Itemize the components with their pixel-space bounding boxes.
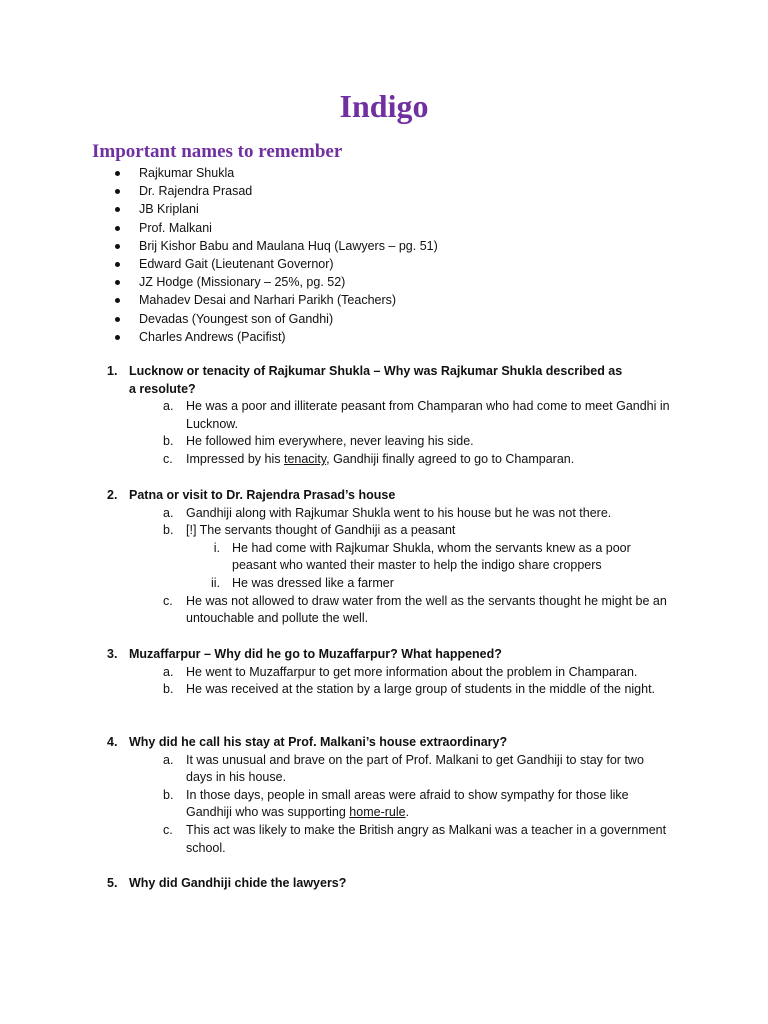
answer-letter: c. <box>163 593 173 608</box>
list-item: Edward Gait (Lieutenant Governor) <box>0 255 438 273</box>
answer-item <box>0 522 768 540</box>
list-item: Brij Kishor Babu and Maulana Huq (Lawyers – pg. 51) <box>0 237 438 255</box>
question-number: 2. <box>107 488 118 502</box>
answer-text-post: , Gandhiji finally agreed to go to Champaran. <box>326 451 575 466</box>
question-heading <box>0 363 768 398</box>
answer-text: Gandhiji along with Rajkumar Shukla went to his house but he was not there. <box>186 505 612 520</box>
sub-answer-item <box>0 540 768 575</box>
question-heading <box>0 487 768 505</box>
question-2 <box>0 487 768 628</box>
answer-item <box>0 593 768 628</box>
answer-letter: a. <box>163 752 174 767</box>
question-heading <box>0 734 768 752</box>
answer-text: [!] The servants thought of Gandhiji as a peasant <box>186 523 456 538</box>
question-text: Why did he call his stay at Prof. Malkani’s house extraordinary? <box>129 735 508 749</box>
answer-text-post: . <box>405 805 410 820</box>
answer-letter: b. <box>163 523 174 538</box>
answer-letter: c. <box>163 822 173 837</box>
answer-letter: b. <box>163 787 174 802</box>
answer-item <box>0 822 768 857</box>
question-text: Lucknow or tenacity of Rajkumar Shukla – Why was Rajkumar Shukla described as a resolute? <box>129 364 623 396</box>
section-heading: Important names to remember <box>92 141 343 162</box>
question-number: 1. <box>107 364 118 378</box>
answer-text: He went to Muzaffarpur to get more information about the problem in Champaran. <box>186 664 638 679</box>
question-heading <box>0 646 768 664</box>
answer-text: He was not allowed to draw water from the well as the servants thought he might be an untouchable and pollute the well. <box>186 593 667 626</box>
roman-numeral: i. <box>213 540 220 555</box>
question-number: 3. <box>107 647 118 661</box>
answer-item <box>0 664 768 682</box>
underlined-term: home-rule <box>349 805 406 820</box>
list-item: Devadas (Youngest son of Gandhi) <box>0 310 438 328</box>
question-4 <box>0 734 768 857</box>
question-text: Why did Gandhiji chide the lawyers? <box>129 876 347 890</box>
answer-text-pre: Impressed by his <box>186 451 284 466</box>
answer-item <box>0 787 768 822</box>
list-item: Mahadev Desai and Narhari Parikh (Teachers) <box>0 291 438 309</box>
answer-letter: b. <box>163 682 174 697</box>
list-item: Charles Andrews (Pacifist) <box>0 328 438 346</box>
question-text: Muzaffarpur – Why did he go to Muzaffarpur? What happened? <box>129 647 502 661</box>
names-list <box>0 164 438 346</box>
answer-text-pre: In those days, people in small areas were afraid to show sympathy for those like Gandhiji who was supporting <box>186 787 629 820</box>
answer-letter: c. <box>163 451 173 466</box>
answer-letter: a. <box>163 505 174 520</box>
answer-letter: b. <box>163 434 174 449</box>
sub-answer-item <box>0 575 768 593</box>
answer-text: It was unusual and brave on the part of Prof. Malkani to get Gandhiji to stay for two days in his house. <box>186 752 644 785</box>
answer-item <box>0 433 768 451</box>
answer-item <box>0 681 768 699</box>
question-number: 5. <box>107 876 118 890</box>
answer-text: He followed him everywhere, never leaving his side. <box>186 434 474 449</box>
list-item: JZ Hodge (Missionary – 25%, pg. 52) <box>0 273 438 291</box>
answer-letter: a. <box>163 664 174 679</box>
answer-item <box>0 752 768 787</box>
answer-item <box>0 505 768 523</box>
question-1 <box>0 363 768 469</box>
answer-letter: a. <box>163 399 174 414</box>
answer-item <box>0 451 768 469</box>
list-item: Prof. Malkani <box>0 219 438 237</box>
page-title: Indigo <box>339 88 429 124</box>
question-3 <box>0 646 768 699</box>
answer-item <box>0 398 768 433</box>
answer-text: He was a poor and illiterate peasant from Champaran who had come to meet Gandhi in Lucknow. <box>186 399 670 431</box>
roman-numeral: ii. <box>210 575 220 590</box>
list-item: JB Kriplani <box>0 200 438 218</box>
question-heading <box>0 875 768 893</box>
question-text: Patna or visit to Dr. Rajendra Prasad’s house <box>129 488 396 502</box>
sub-answer-text: He had come with Rajkumar Shukla, whom the servants knew as a poor peasant who wanted their master to help the indigo share croppers <box>232 540 631 573</box>
sub-answer-text: He was dressed like a farmer <box>232 575 394 590</box>
question-5 <box>0 875 768 893</box>
answer-text: This act was likely to make the British angry as Malkani was a teacher in a government school. <box>186 822 667 855</box>
question-number: 4. <box>107 735 118 749</box>
list-item: Rajkumar Shukla <box>0 164 438 182</box>
underlined-term: tenacity <box>283 451 327 466</box>
list-item: Dr. Rajendra Prasad <box>0 182 438 200</box>
answer-text: He was received at the station by a large group of students in the middle of the night. <box>186 682 656 697</box>
